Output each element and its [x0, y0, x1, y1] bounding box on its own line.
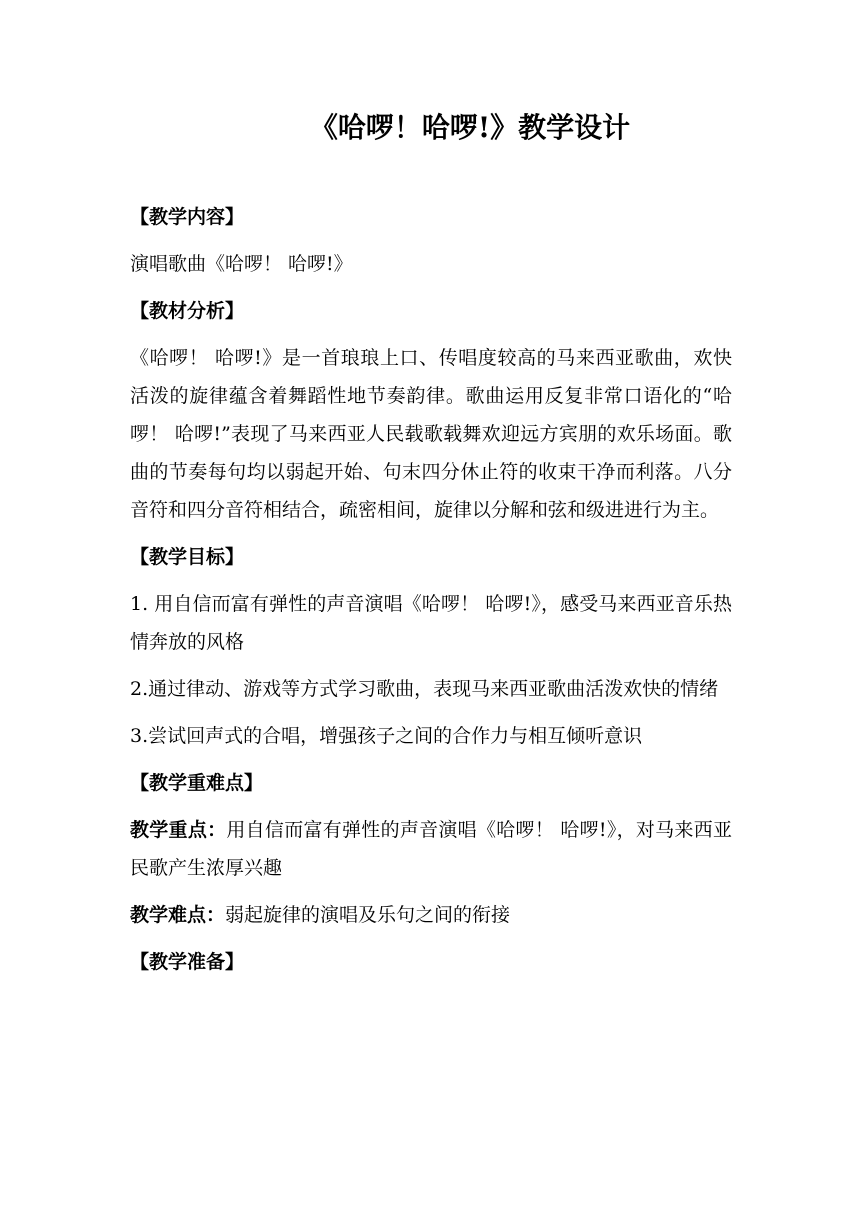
section-heading-objectives: 【教学目标】: [130, 546, 245, 568]
key-difficulty-text: 弱起旋律的演唱及乐句之间的衔接: [225, 904, 511, 926]
analysis-text: 《哈啰！ 哈啰!》是一首琅琅上口、传唱度较高的马来西亚歌曲，欢快活泼的旋律蕴含着舞蹈性地节奏韵律。歌曲运用反复非常口语化的“哈啰！ 哈啰!”表现了马来西亚人民载歌载舞欢迎远方宾朋的欢乐场面。歌曲的节奏每句均以弱起开始、句末四分休止符的收束干净而利落。八分音符和四分音符相结合，疏密相间，旋律以分解和弦和级进进行为主。: [130, 347, 732, 521]
key-focus-label: 教学重点：: [130, 819, 227, 841]
key-focus-text: 用自信而富有弹性的声音演唱《哈啰！ 哈啰!》，对马来西亚民歌产生浓厚兴趣: [130, 819, 732, 879]
document-body: [130, 198, 732, 990]
section-heading-content: 【教学内容】: [130, 206, 245, 228]
objective-item-2: 2.通过律动、游戏等方式学习歌曲，表现马来西亚歌曲活泼欢快的情绪: [130, 678, 719, 700]
section-heading-analysis: 【教材分析】: [130, 300, 245, 322]
document-title: 《哈啰！哈啰!》教学设计: [309, 111, 631, 144]
content-text: 演唱歌曲《哈啰！ 哈啰!》: [130, 253, 353, 275]
objective-item-1: 1. 用自信而富有弹性的声音演唱《哈啰！ 哈啰!》，感受马来西亚音乐热情奔放的风格: [130, 593, 732, 653]
objective-item-3: 3.尝试回声式的合唱，增强孩子之间的合作力与相互倾听意识: [130, 725, 643, 747]
section-heading-preparation: 【教学准备】: [130, 951, 245, 973]
key-focus-paragraph: [130, 811, 732, 887]
section-heading-key-points: 【教学重难点】: [130, 772, 264, 794]
key-difficulty-paragraph: [130, 896, 732, 934]
key-difficulty-label: 教学难点：: [130, 904, 226, 926]
